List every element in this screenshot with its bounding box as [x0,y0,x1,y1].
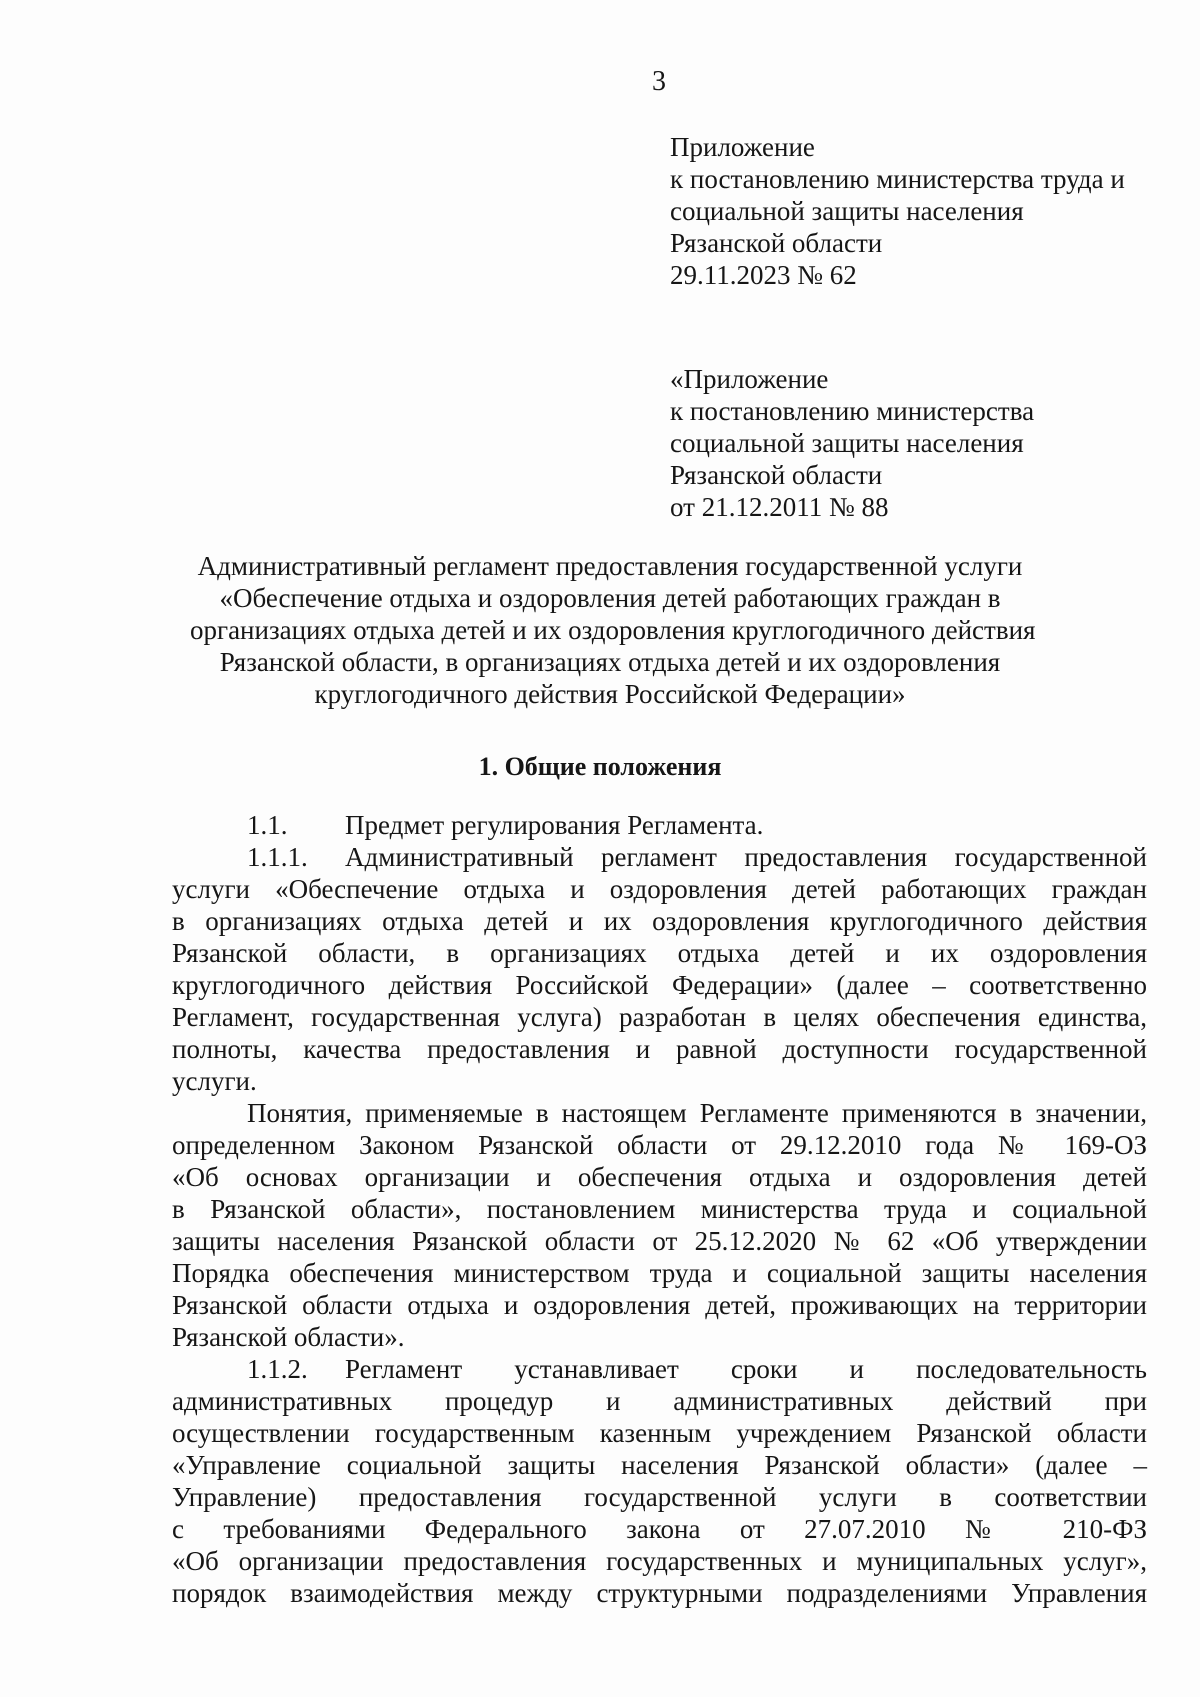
paragraph-line: административных процедур и административных действий при [172,1386,1147,1416]
paragraph-number: 1.1.1. [247,842,308,872]
paragraph-line: «Об основах организации и обеспечения отдыха и оздоровления детей [172,1162,1147,1192]
title-line: Рязанской области, в организациях отдыха детей и их оздоровления [219,647,1001,677]
paragraph-number: 1.1. [247,810,288,840]
attachment-line: «Приложение [670,364,829,394]
page-number: 3 [652,66,666,97]
paragraph-text: Регламент устанавливает сроки и последовательность [345,1354,1147,1384]
title-line: круглогодичного действия Российской Федерации» [314,679,906,709]
paragraph-1-1-1-first-line [172,841,1147,873]
paragraph-text: Предмет регулирования Регламента. [345,810,764,840]
quoted-attachment-header [670,363,1034,523]
paragraph-line: Регламент, государственная услуга) разработан в целях обеспечения единства, [172,1002,1147,1032]
attachment-line: к постановлению министерства [670,396,1035,426]
title-line: организациях отдыха детей и их оздоровления круглогодичного действия [190,615,1036,645]
attachment-line: социальной защиты населения [670,196,1024,226]
attachment-line: к постановлению министерства труда и [670,164,1125,194]
paragraph-1-1 [172,809,1147,841]
paragraph-line: в Рязанской области», постановлением министерства труда и социальной [172,1194,1147,1224]
paragraph-line: Рязанской области, в организациях отдыха детей и их оздоровления [172,938,1147,968]
attachment-line: Приложение [670,132,815,162]
paragraph-line: услуги. [172,1066,257,1096]
body-text [172,809,1147,1609]
attachment-line: Рязанской области [670,228,883,258]
paragraph-line: осуществлении государственным казенным учреждением Рязанской области [172,1418,1147,1448]
paragraph-line: определенном Законом Рязанской области от 29.12.2010 года № 169-ОЗ [172,1130,1147,1160]
attachment-line: Рязанской области [670,460,883,490]
paragraph-line: услуги «Обеспечение отдыха и оздоровления детей работающих граждан [172,874,1147,904]
attachment-line: 29.11.2023 № 62 [670,260,857,290]
paragraph-line: Рязанской области». [172,1322,405,1352]
attachment-line: социальной защиты населения [670,428,1024,458]
paragraph-line: круглогодичного действия Российской Федерации» (далее – соответственно [172,970,1147,1000]
document-title [190,550,1036,710]
paragraph-number: 1.1.2. [247,1354,308,1384]
paragraph-line: Рязанской области отдыха и оздоровления детей, проживающих на территории [172,1290,1147,1320]
paragraph-line: Управление) предоставления государственной услуги в соответствии [172,1482,1147,1512]
paragraph-line: в организациях отдыха детей и их оздоровления круглогодичного действия [172,906,1147,936]
title-line: Административный регламент предоставления государственной услуги [197,551,1023,581]
paragraph-line: с требованиями Федерального закона от 27.07.2010 № 210-ФЗ [172,1514,1147,1544]
section-heading: 1. Общие положения [478,752,722,781]
paragraph-1-1-2-first-line [172,1353,1147,1385]
attachment-header [670,131,1125,291]
paragraph-line: полноты, качества предоставления и равной доступности государственной [172,1034,1147,1064]
title-line: «Обеспечение отдыха и оздоровления детей работающих граждан в [219,583,1001,613]
paragraph-concepts-first-line: Понятия, применяемые в настоящем Регламенте применяются в значении, [247,1098,1147,1128]
paragraph-line: «Управление социальной защиты населения Рязанской области» (далее – [172,1450,1147,1480]
paragraph-line: Порядка обеспечения министерством труда и социальной защиты населения [172,1258,1147,1288]
paragraph-line: «Об организации предоставления государственных и муниципальных услуг», [172,1546,1147,1576]
attachment-line: от 21.12.2011 № 88 [670,492,889,522]
paragraph-line: порядок взаимодействия между структурными подразделениями Управления [172,1578,1147,1608]
paragraph-text: Административный регламент предоставления государственной [345,842,1147,872]
paragraph-line: защиты населения Рязанской области от 25.12.2020 № 62 «Об утверждении [172,1226,1147,1256]
